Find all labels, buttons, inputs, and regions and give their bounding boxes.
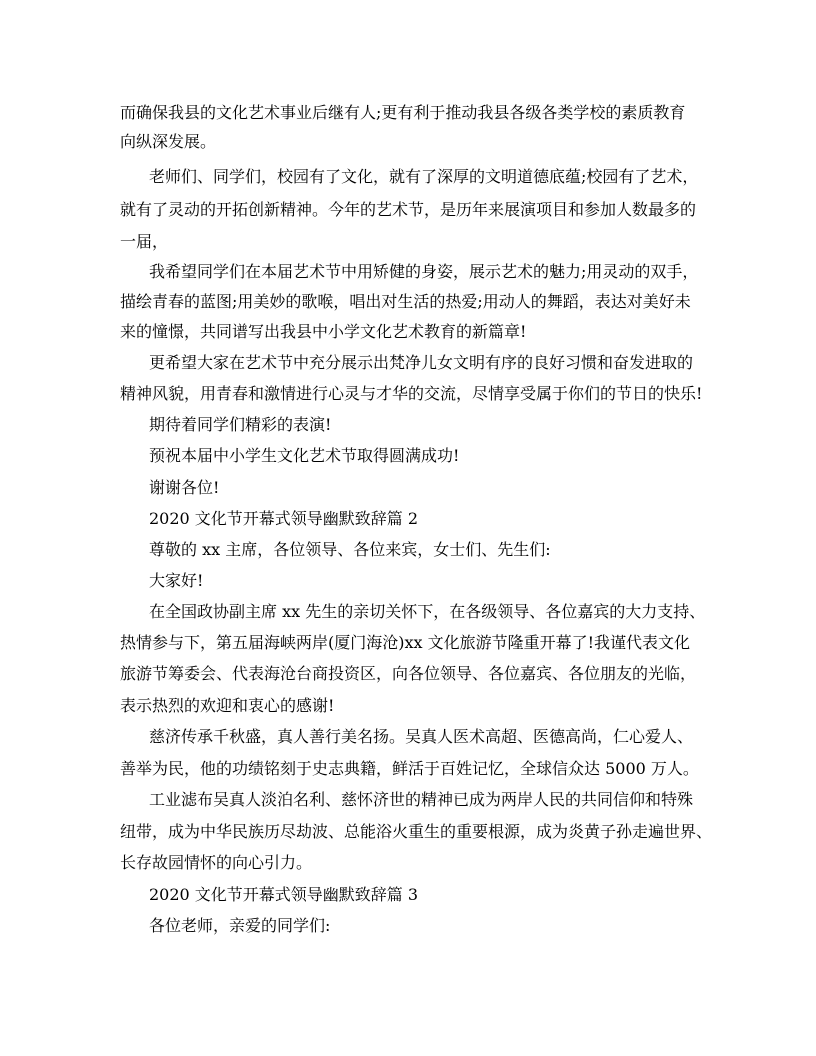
paragraph-line: 慈济传承千秋盛，真人善行美名扬。吴真人医术高超、医德高尚，仁心爱人、 — [149, 727, 694, 746]
paragraph-line: 长存故园情怀的向心引力。 — [120, 853, 313, 872]
paragraph-line: 谢谢各位! — [149, 478, 220, 497]
section-heading: 2020 文化节开幕式领导幽默致辞篇 3 — [149, 885, 419, 904]
paragraph-line: 向纵深发展。 — [120, 132, 217, 151]
paragraph-line: 在全国政协副主席 xx 先生的亲切关怀下，在各级领导、各位嘉宾的大力支持、 — [149, 602, 706, 621]
paragraph-line: 工业滤布吴真人淡泊名利、慈怀济世的精神已成为两岸人民的共同信仰和特殊 — [149, 790, 694, 809]
greeting-line: 大家好! — [149, 571, 204, 590]
paragraph-line: 热情参与下，第五届海峡两岸(厦门海沧)xx 文化旅游节隆重开幕了!我谨代表文化 — [120, 633, 691, 652]
paragraph-line: 旅游节筹委会、代表海沧台商投资区，向各位领导、各位嘉宾、各位朋友的光临， — [120, 664, 697, 683]
section-heading: 2020 文化节开幕式领导幽默致辞篇 2 — [149, 509, 419, 528]
paragraph-line: 精神风貌，用青春和激情进行心灵与才华的交流，尽情享受属于你们的节日的快乐! — [120, 384, 703, 403]
paragraph-line: 期待着同学们精彩的表演! — [149, 415, 332, 434]
paragraph-line: 来的憧憬，共同谱写出我县中小学文化艺术教育的新篇章! — [120, 322, 527, 341]
salutation-line: 各位老师，亲爱的同学们: — [149, 916, 331, 935]
paragraph-line: 而确保我县的文化艺术事业后继有人;更有利于推动我县各级各类学校的素质教育 — [120, 103, 686, 122]
paragraph-line: 更希望大家在艺术节中充分展示出梵净儿女文明有序的良好习惯和奋发进取的 — [149, 353, 694, 372]
paragraph-line: 纽带，成为中华民族历尽劫波、总能浴火重生的重要根源，成为炎黄子孙走遍世界、 — [120, 822, 713, 841]
paragraph-line: 一届， — [120, 232, 169, 251]
paragraph-line: 表示热烈的欢迎和衷心的感谢! — [120, 696, 335, 715]
paragraph-line: 预祝本届中小学生文化艺术节取得圆满成功! — [149, 446, 460, 465]
salutation-line: 尊敬的 xx 主席，各位领导、各位来宾，女士们、先生们: — [149, 540, 551, 559]
paragraph-line: 老师们、同学们，校园有了文化，就有了深厚的文明道德底蕴;校园有了艺术， — [149, 167, 699, 186]
paragraph-line: 就有了灵动的开拓创新精神。今年的艺术节，是历年来展演项目和参加人数最多的 — [120, 200, 697, 219]
paragraph-line: 我希望同学们在本届艺术节中用矫健的身姿，展示艺术的魅力;用灵动的双手， — [149, 262, 699, 281]
paragraph-line: 善举为民，他的功绩铭刻于史志典籍，鲜活于百姓记忆，全球信众达 5000 万人。 — [120, 759, 699, 778]
paragraph-line: 描绘青春的蓝图;用美妙的歌喉，唱出对生活的热爱;用动人的舞蹈，表达对美好未 — [120, 292, 691, 311]
